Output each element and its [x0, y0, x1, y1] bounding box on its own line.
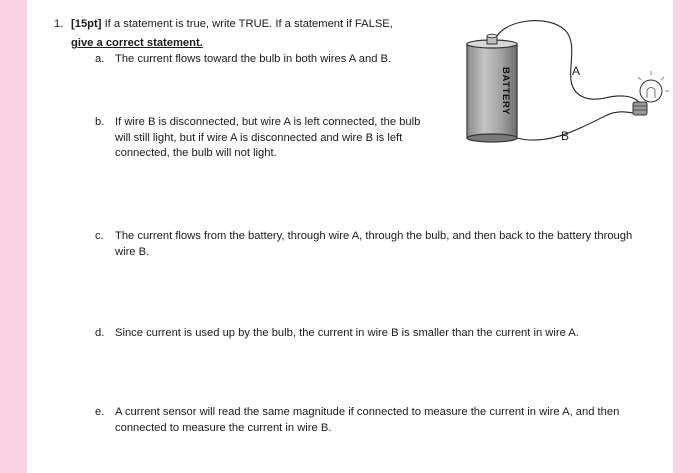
wire-a-label: A [572, 64, 581, 78]
question-instruction: give a correct statement. [71, 37, 203, 49]
question-points: [15pt] [71, 18, 102, 30]
statement-e-text: A current sensor will read the same magnitude if connected to measure the current in wire A, and then connected to measure the current in wire B. [115, 406, 620, 434]
statement-c-label: c. [95, 230, 104, 242]
question-number: 1. [54, 18, 64, 30]
wire-b [517, 112, 639, 140]
battery-icon [467, 34, 517, 142]
statement-b-label: b. [95, 116, 105, 128]
wire-a [497, 21, 639, 102]
worksheet-page [27, 0, 673, 473]
wire-b-label: B [561, 129, 570, 143]
battery-label: BATTERY [500, 67, 511, 116]
circuit-diagram [437, 18, 657, 158]
question-prompt-text: If a statement is true, write TRUE. If a statement if FALSE, [104, 18, 393, 30]
light-bulb-icon [633, 71, 669, 115]
statement-d-text: Since current is used up by the bulb, the current in wire B is smaller than the current in wire A. [115, 327, 579, 339]
statement-a-text: The current flows toward the bulb in both wires A and B. [115, 53, 392, 65]
statement-c-text: The current flows from the battery, through wire A, through the bulb, and then back to the battery through wire B. [115, 230, 633, 258]
question-prompt [71, 17, 411, 33]
statement-e-label: e. [95, 406, 105, 418]
statement-a-label: a. [95, 53, 105, 65]
statement-b-text: If wire B is disconnected, but wire A is left connected, the bulb will still light, but if wire A is disconnected and wire B is left connected, the bulb will not light. [115, 116, 421, 159]
statement-d-label: d. [95, 327, 105, 339]
